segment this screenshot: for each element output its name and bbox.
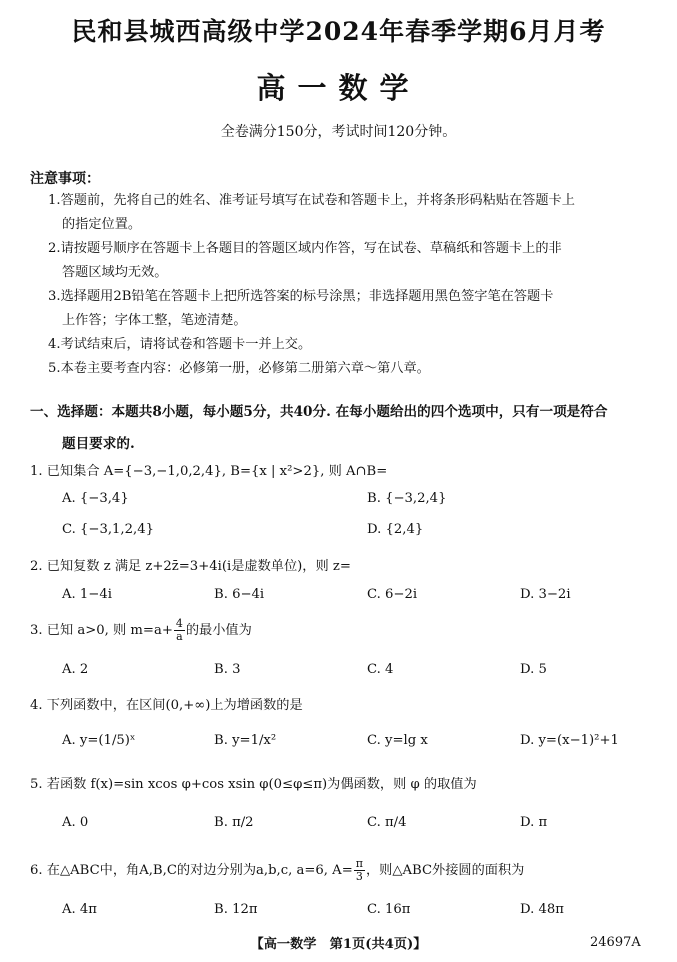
notice-title: 注意事项： <box>30 171 100 187</box>
q5-option-b: B. π/2 <box>214 815 254 830</box>
q3-option-a: A. 2 <box>62 662 89 677</box>
q6-option-c: C. 16π <box>367 902 411 917</box>
q3-fraction-denominator: a <box>176 630 183 643</box>
notice-line: 3.选择题用2B铅笔在答题卡上把所选答案的标号涂黑；非选择题用黑色签字笔在答题卡 <box>48 289 554 304</box>
q5-option-a: A. 0 <box>62 815 89 830</box>
notice-line: 答题区域均无效。 <box>62 265 168 280</box>
q4-option-c: C. y=lg x <box>367 733 428 748</box>
q1-option-c: C. {−3,1,2,4} <box>62 522 154 537</box>
q5-option-d: D. π <box>520 815 548 830</box>
question-2-stem: 2. 已知复数 z 满足 z+2z̄=3+4i(i是虚数单位)，则 z= <box>30 559 351 574</box>
q6-stem-part: 6. 在△ABC中，角A,B,C的对边分别为a,b,c, a=6, A= <box>30 863 353 878</box>
notice-line: 上作答；字体工整，笔迹清楚。 <box>62 313 247 328</box>
exam-title: 民和县城西高级中学2024年春季学期6月月考 <box>71 17 606 46</box>
q3-stem-part: 的最小值为 <box>185 623 252 638</box>
exam-info: 全卷满分150分，考试时间120分钟。 <box>220 124 457 140</box>
q2-option-a: A. 1−4i <box>62 587 112 602</box>
q3-option-b: B. 3 <box>214 662 241 677</box>
notice-line: 1.答题前，先将自己的姓名、准考证号填写在试卷和答题卡上，并将条形码粘贴在答题卡上 <box>48 193 575 208</box>
notice-line: 5.本卷主要考查内容：必修第一册，必修第二册第六章～第八章。 <box>48 361 430 376</box>
q6-option-b: B. 12π <box>214 902 258 917</box>
q4-option-d: D. y=(x−1)²+1 <box>520 733 619 748</box>
notice-line: 2.请按题号顺序在答题卡上各题目的答题区域内作答，写在试卷、草稿纸和答题卡上的非 <box>48 241 562 256</box>
q2-option-b: B. 6−4i <box>214 587 265 602</box>
q6-stem-part: ，则△ABC外接圆的面积为 <box>365 863 525 878</box>
q6-fraction-numerator: π <box>355 857 363 870</box>
notice-line: 4.考试结束后，请将试卷和答题卡一并上交。 <box>48 337 312 352</box>
q3-fraction <box>174 618 185 643</box>
q4-option-b: B. y=1/x² <box>214 733 277 748</box>
q1-option-b: B. {−3,2,4} <box>367 491 447 506</box>
q3-fraction-numerator: 4 <box>175 617 183 630</box>
q6-fraction <box>354 858 365 883</box>
section-heading: 一、选择题：本题共8小题，每小题5分，共40分. 在每小题给出的四个选项中，只有一项是符合 <box>30 404 608 420</box>
q2-option-c: C. 6−2i <box>367 587 418 602</box>
q6-fraction-denominator: 3 <box>355 870 363 883</box>
question-6-stem <box>30 858 524 883</box>
q1-option-d: D. {2,4} <box>367 522 424 537</box>
q5-option-c: C. π/4 <box>367 815 407 830</box>
q3-option-c: C. 4 <box>367 662 394 677</box>
q2-option-d: D. 3−2i <box>520 587 571 602</box>
q1-option-a: A. {−3,4} <box>62 491 129 506</box>
page-footer: 【高一数学 第1页(共4页)】 <box>250 937 427 952</box>
question-3-stem <box>30 618 252 643</box>
q3-option-d: D. 5 <box>520 662 547 677</box>
section-heading-cont: 题目要求的. <box>62 436 135 452</box>
q3-stem-part: 3. 已知 a>0, 则 m=a+ <box>30 623 173 638</box>
paper-code: 24697A <box>590 935 641 950</box>
q6-option-a: A. 4π <box>62 902 97 917</box>
question-4-stem: 4. 下列函数中，在区间(0,+∞)上为增函数的是 <box>30 698 303 713</box>
subject-title: 高一数学 <box>256 71 421 105</box>
notice-line: 的指定位置。 <box>62 217 142 232</box>
q6-option-d: D. 48π <box>520 902 564 917</box>
question-5-stem: 5. 若函数 f(x)=sin xcos φ+cos xsin φ(0≤φ≤π)为偶函数，则 φ 的取值为 <box>30 777 477 792</box>
q4-option-a: A. y=(1/5)ˣ <box>62 733 136 748</box>
question-1-stem: 1. 已知集合 A={−3,−1,0,2,4}, B={x | x²>2}, 则 A∩B= <box>30 464 388 479</box>
